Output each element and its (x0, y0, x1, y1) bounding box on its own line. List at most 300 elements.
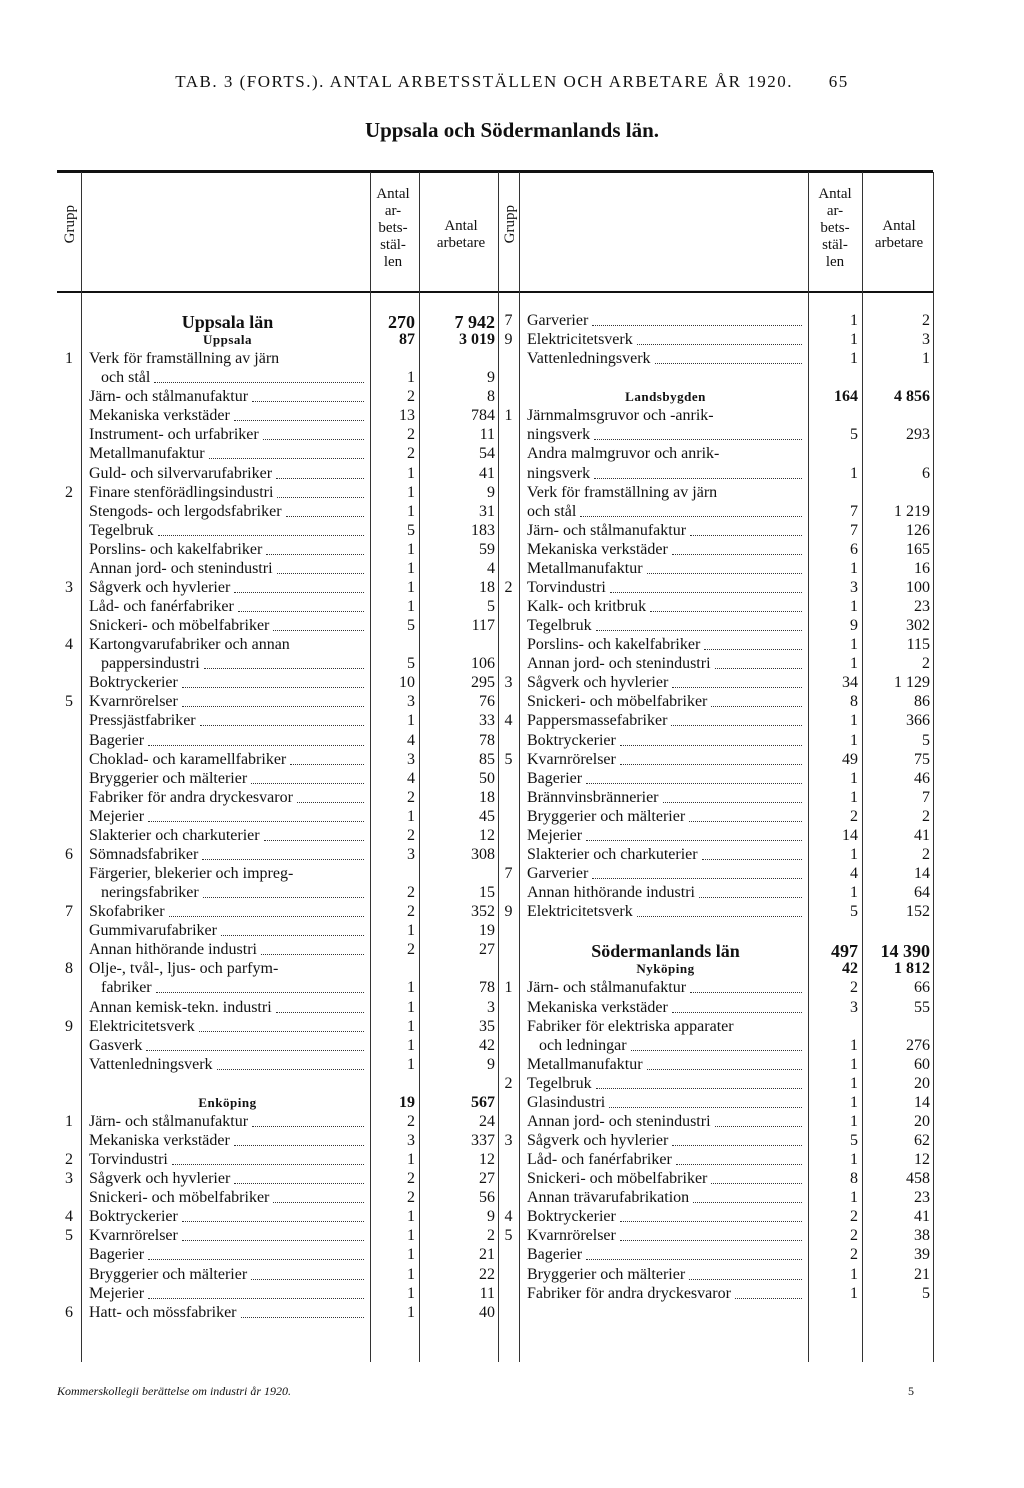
row-label: Mekaniska verkstäder (89, 1132, 230, 1149)
row-label: Tegelbruk (527, 617, 592, 635)
leader-dots (148, 1298, 364, 1299)
leader-dots (672, 1145, 802, 1146)
leader-dots (297, 802, 364, 803)
row-label: Uppsala län (181, 312, 274, 332)
table-row (57, 1304, 498, 1323)
row-label: neringsfabriker (101, 884, 199, 902)
group-number: 6 (65, 845, 73, 863)
stallen-value: 2 (407, 1112, 415, 1130)
arbetare-value: 4 (487, 559, 495, 577)
stallen-value: 1 (850, 464, 858, 482)
arbetare-value: 42 (479, 1036, 495, 1054)
table-row (57, 579, 498, 598)
table-row (57, 960, 498, 979)
table-row (498, 560, 933, 579)
leader-dots (234, 1183, 364, 1184)
row-label: Porslins- och kakelfabriker (89, 540, 263, 558)
table-row (57, 636, 498, 655)
leader-dots (252, 401, 364, 402)
stallen-header-right: Antal ar- bets- stäl- len (818, 186, 852, 270)
leader-dots (234, 592, 364, 593)
stallen-value: 1 (850, 731, 858, 749)
arbetare-value: 14 (914, 1093, 930, 1111)
table-row (57, 827, 498, 846)
row-label: Tegelbruk (89, 521, 154, 539)
leader-dots (647, 1069, 802, 1070)
leader-dots (273, 1202, 364, 1203)
row-label: ningsverk (527, 426, 591, 444)
stallen-value: 2 (407, 445, 415, 463)
stallen-value: 4 (407, 769, 415, 787)
arbetare-value: 76 (479, 693, 495, 711)
arbetare-value: 14 390 (880, 941, 930, 962)
stallen-value: 1 (407, 922, 415, 940)
leader-dots (217, 1069, 364, 1070)
table-row (57, 560, 498, 579)
stallen-header-left: Antal ar- bets- stäl- len (376, 186, 410, 270)
arbetare-value: 12 (479, 826, 495, 844)
leader-dots (204, 668, 364, 669)
leader-dots (637, 916, 802, 917)
table-row (57, 999, 498, 1018)
table-row (498, 1113, 933, 1132)
table-row (498, 732, 933, 751)
page-subtitle: Uppsala och Södermanlands län. (364, 118, 660, 142)
leader-dots (594, 478, 802, 479)
row-label: Guld- och silvervarufabriker (89, 464, 273, 482)
table-row (57, 941, 498, 960)
arbetare-value: 41 (914, 826, 930, 844)
row-label: Porslins- och kakelfabriker (527, 636, 701, 654)
table-row (498, 1075, 933, 1094)
row-label: Garverier (527, 865, 589, 883)
arbetare-value: 115 (906, 636, 930, 654)
leader-dots (711, 1183, 802, 1184)
stallen-value: 1 (407, 540, 415, 558)
arbetare-value: 78 (479, 731, 495, 749)
table-row (498, 312, 933, 331)
table-row (57, 884, 498, 903)
stallen-value: 2 (407, 1189, 415, 1207)
stallen-value: 5 (407, 521, 415, 539)
row-label: pappersindustri (101, 655, 200, 673)
group-number: 4 (504, 1208, 513, 1226)
row-label: Kvarnrörelser (527, 1227, 616, 1245)
stallen-value: 4 (850, 865, 858, 883)
table-row (57, 1151, 498, 1170)
leader-dots (234, 1145, 364, 1146)
table-row (498, 503, 933, 522)
row-label: Mejerier (89, 807, 145, 825)
table-row (57, 846, 498, 865)
table-row (57, 1132, 498, 1151)
row-label: Pappersmassefabriker (527, 712, 668, 730)
row-label: och ledningar (539, 1036, 627, 1054)
stallen-value: 5 (850, 903, 858, 921)
row-label: fabriker (101, 979, 152, 997)
leader-dots (663, 802, 802, 803)
row-label: Andra malmgruvor och anrik- (527, 445, 720, 463)
table-row (498, 484, 933, 503)
stallen-value: 164 (834, 388, 858, 406)
arbetare-value: 33 (479, 712, 495, 730)
row-label: Snickeri- och möbelfabriker (89, 1189, 270, 1207)
group-number: 2 (504, 578, 513, 596)
arbetare-value: 784 (471, 407, 495, 425)
leader-dots (690, 992, 802, 993)
arbetare-value: 19 (479, 922, 495, 940)
stallen-value: 1 (407, 483, 415, 501)
row-label: Mejerier (89, 1284, 145, 1302)
leader-dots (172, 1164, 364, 1165)
stallen-value: 42 (842, 960, 858, 978)
row-label: Sömnadsfabriker (89, 845, 199, 863)
leader-dots (689, 821, 802, 822)
arbetare-header-left: Antal arbetare (436, 218, 486, 251)
stallen-value: 1 (407, 807, 415, 825)
row-label: Fabriker för andra dryckesvaror (89, 788, 293, 806)
table-row (57, 1189, 498, 1208)
stallen-value: 3 (850, 998, 858, 1016)
leader-dots (182, 1240, 364, 1241)
leader-dots (263, 439, 364, 440)
stallen-value: 3 (850, 578, 858, 596)
arbetare-value: 106 (471, 655, 495, 673)
arbetare-value: 152 (906, 903, 930, 921)
table-row (57, 712, 498, 731)
table-row (498, 1132, 933, 1151)
leader-dots (238, 611, 364, 612)
table-row (57, 789, 498, 808)
row-label: Annan jord- och stenindustri (527, 655, 711, 673)
row-label: Brännvinsbrännerier (527, 788, 659, 806)
table-row (498, 350, 933, 369)
stallen-value: 1 (407, 559, 415, 577)
stallen-value: 1 (407, 1017, 415, 1035)
leader-dots (647, 573, 802, 574)
table-row (57, 617, 498, 636)
leader-dots (266, 554, 364, 555)
stallen-value: 2 (850, 1246, 858, 1264)
arbetare-value: 9 (487, 369, 495, 387)
row-label: Järn- och stålmanufaktur (89, 1112, 249, 1130)
leader-dots (631, 1050, 802, 1051)
stallen-value: 13 (399, 407, 415, 425)
stallen-value: 1 (407, 1246, 415, 1264)
stallen-value: 7 (850, 502, 858, 520)
table-row (498, 1227, 933, 1246)
table-row (57, 1266, 498, 1285)
row-label: och stål (527, 502, 577, 520)
leader-dots (592, 325, 802, 326)
table-row (498, 522, 933, 541)
group-number: 5 (504, 750, 513, 768)
leader-dots (156, 992, 364, 993)
row-label: Boktryckerier (527, 1208, 616, 1226)
table-row (57, 369, 498, 388)
page-header (0, 72, 1024, 92)
stallen-value: 14 (842, 826, 858, 844)
row-label: Bryggerier och mälterier (527, 807, 686, 825)
arbetare-value: 41 (914, 1208, 930, 1226)
table-row (57, 1170, 498, 1189)
leader-dots (620, 1221, 802, 1222)
table-row (498, 751, 933, 770)
table-row (57, 655, 498, 674)
arbetare-value: 23 (914, 1189, 930, 1207)
arbetare-value: 1 812 (894, 960, 930, 978)
row-label: Annan trävarufabrikation (527, 1189, 690, 1207)
arbetare-value: 35 (479, 1017, 495, 1035)
leader-dots (620, 1240, 802, 1241)
stallen-value: 1 (407, 1284, 415, 1302)
arbetare-value: 2 (922, 807, 930, 825)
stallen-value: 2 (407, 884, 415, 902)
table-row (57, 1246, 498, 1265)
stallen-value: 1 (850, 788, 858, 806)
arbetare-value: 117 (471, 617, 495, 635)
arbetare-value: 12 (914, 1151, 930, 1169)
table-row (498, 426, 933, 445)
leader-dots (620, 745, 802, 746)
arbetare-value: 78 (479, 979, 495, 997)
arbetare-value: 1 (922, 350, 930, 368)
table-row (498, 579, 933, 598)
arbetare-value: 11 (479, 1284, 495, 1302)
row-label: Slakterier och charkuterier (527, 845, 698, 863)
stallen-value: 3 (407, 1132, 415, 1149)
row-label: Elektricitetsverk (89, 1017, 195, 1035)
table-row (498, 541, 933, 560)
table-row (57, 1056, 498, 1075)
row-label: Landsbygden (625, 389, 706, 405)
stallen-value: 1 (850, 884, 858, 902)
table-row (498, 884, 933, 903)
arbetare-value: 45 (479, 807, 495, 825)
table-row (57, 503, 498, 522)
leader-dots (650, 611, 802, 612)
stallen-value: 1 (850, 1036, 858, 1054)
row-label: Boktryckerier (89, 1208, 178, 1226)
group-number: 2 (65, 483, 73, 501)
table-row (57, 541, 498, 560)
arbetare-value: 100 (906, 578, 930, 596)
arbetare-value: 23 (914, 598, 930, 616)
group-number: 1 (65, 1112, 73, 1130)
arbetare-value: 567 (471, 1093, 495, 1111)
leader-dots (277, 497, 364, 498)
row-label: Kartongvarufabriker och annan (89, 636, 290, 654)
table-row (57, 1285, 498, 1304)
table-row (57, 445, 498, 464)
arbetare-value: 20 (914, 1074, 930, 1092)
table-row (498, 598, 933, 617)
table-row (57, 1075, 498, 1094)
group-number: 7 (504, 865, 513, 883)
stallen-value: 1 (850, 1151, 858, 1169)
stallen-value: 1 (407, 712, 415, 730)
row-label: Bagerier (527, 1246, 583, 1264)
stallen-value: 1 (850, 350, 858, 368)
arbetare-value: 66 (914, 979, 930, 997)
arbetare-value: 3 (487, 998, 495, 1016)
leader-dots (241, 1317, 364, 1318)
row-label: Bagerier (89, 1246, 145, 1264)
group-number: 4 (65, 636, 73, 654)
stallen-value: 1 (850, 598, 858, 616)
group-number: 6 (65, 1303, 73, 1321)
stallen-value: 1 (850, 845, 858, 863)
arbetare-value: 59 (479, 540, 495, 558)
table-row (57, 979, 498, 998)
table-row (498, 655, 933, 674)
table-row (57, 808, 498, 827)
table-row (57, 1208, 498, 1227)
row-label: Bagerier (527, 769, 583, 787)
arbetare-value: 9 (487, 483, 495, 501)
group-number: 2 (504, 1074, 513, 1092)
stallen-value: 2 (407, 388, 415, 406)
stallen-value: 1 (850, 1189, 858, 1207)
row-label: Annan hithörande industri (527, 884, 695, 902)
stallen-value: 2 (850, 1227, 858, 1245)
leader-dots (203, 897, 364, 898)
arbetare-value: 16 (914, 559, 930, 577)
row-label: Instrument- och urfabriker (89, 426, 259, 444)
stallen-value: 1 (407, 979, 415, 997)
row-label: Verk för framställning av järn (527, 483, 718, 501)
table-row (57, 922, 498, 941)
arbetare-value: 21 (914, 1265, 930, 1283)
arbetare-value: 18 (479, 578, 495, 596)
table-row (57, 1227, 498, 1246)
arbetare-value: 2 (922, 312, 930, 329)
row-label: Finare stenförädlingsindustri (89, 483, 274, 501)
arbetare-value: 27 (479, 941, 495, 959)
stallen-value: 2 (407, 426, 415, 444)
stallen-value: 5 (407, 655, 415, 673)
table-row (57, 465, 498, 484)
arbetare-value: 2 (922, 845, 930, 863)
table-row (498, 865, 933, 884)
stallen-value: 2 (407, 941, 415, 959)
stallen-value: 8 (850, 693, 858, 711)
leader-dots (199, 1031, 364, 1032)
stallen-value: 2 (407, 826, 415, 844)
stallen-value: 1 (407, 998, 415, 1016)
grupp-header-left: Grupp (62, 205, 78, 244)
table-row (57, 598, 498, 617)
table-row (498, 1094, 933, 1113)
group-number: 9 (65, 1017, 73, 1035)
table-row (498, 770, 933, 789)
arbetare-value: 64 (914, 884, 930, 902)
row-label: ningsverk (527, 464, 591, 482)
arbetare-value: 2 (487, 1227, 495, 1245)
row-label: Fabriker för andra dryckesvaror (527, 1284, 731, 1302)
row-label: Uppsala (202, 332, 253, 348)
arbetare-value: 337 (471, 1132, 495, 1149)
row-label: Järn- och stålmanufaktur (527, 979, 687, 997)
arbetare-value: 9 (487, 1208, 495, 1226)
row-label: Annan jord- och stenindustri (527, 1112, 711, 1130)
stallen-value: 3 (407, 750, 415, 768)
row-label: Gummivarufabriker (89, 922, 217, 940)
stallen-value: 3 (407, 693, 415, 711)
group-number: 2 (65, 1151, 73, 1169)
leader-dots (276, 1012, 364, 1013)
arbetare-value: 4 856 (894, 388, 930, 406)
arbetare-value: 31 (479, 502, 495, 520)
leader-dots (672, 1012, 802, 1013)
row-label: Glasindustri (527, 1093, 606, 1111)
arbetare-value: 7 (922, 788, 930, 806)
leader-dots (699, 897, 802, 898)
stallen-value: 270 (388, 312, 415, 332)
leader-dots (261, 954, 364, 955)
row-label: Boktryckerier (89, 674, 178, 692)
leader-dots (169, 916, 364, 917)
arbetare-value: 5 (922, 1284, 930, 1302)
row-label: Slakterier och charkuterier (89, 826, 260, 844)
table-row (498, 827, 933, 846)
table-row (57, 770, 498, 789)
stallen-value: 2 (407, 788, 415, 806)
arbetare-value: 14 (914, 865, 930, 883)
leader-dots (251, 783, 364, 784)
table-row (57, 1037, 498, 1056)
stallen-value: 2 (850, 807, 858, 825)
page-number: 65 (828, 72, 849, 91)
group-number: 9 (504, 331, 513, 349)
leader-dots (671, 725, 802, 726)
leader-dots (234, 420, 364, 421)
row-label: Mejerier (527, 826, 583, 844)
stallen-value: 2 (850, 1208, 858, 1226)
arbetare-value: 50 (479, 769, 495, 787)
arbetare-value: 18 (479, 788, 495, 806)
arbetare-value: 8 (487, 388, 495, 406)
table-row (498, 636, 933, 655)
arbetare-value: 60 (914, 1055, 930, 1073)
row-label: Kalk- och kritbruk (527, 598, 647, 616)
stallen-value: 10 (399, 674, 415, 692)
leader-dots (620, 764, 802, 765)
stallen-value: 1 (850, 1055, 858, 1073)
arbetare-value: 11 (479, 426, 495, 444)
table-row (498, 712, 933, 731)
row-label: Vattenledningsverk (89, 1055, 213, 1073)
row-label: Tegelbruk (527, 1074, 592, 1092)
arbetare-value: 276 (906, 1036, 930, 1054)
stallen-value: 1 (850, 559, 858, 577)
leader-dots (273, 630, 364, 631)
row-label: Kvarnrörelser (89, 1227, 178, 1245)
leader-dots (711, 706, 802, 707)
arbetare-value: 126 (906, 521, 930, 539)
table-row (498, 1018, 933, 1037)
table-row (498, 1266, 933, 1285)
col-line (933, 172, 934, 1362)
group-number: 1 (504, 979, 513, 997)
row-label: Enköping (198, 1094, 257, 1110)
grupp-header-right: Grupp (502, 205, 518, 244)
stallen-value: 2 (407, 1170, 415, 1188)
row-label: Stengods- och lergodsfabriker (89, 502, 282, 520)
leader-dots (704, 649, 802, 650)
table-row (498, 941, 933, 960)
arbetare-value: 308 (471, 845, 495, 863)
